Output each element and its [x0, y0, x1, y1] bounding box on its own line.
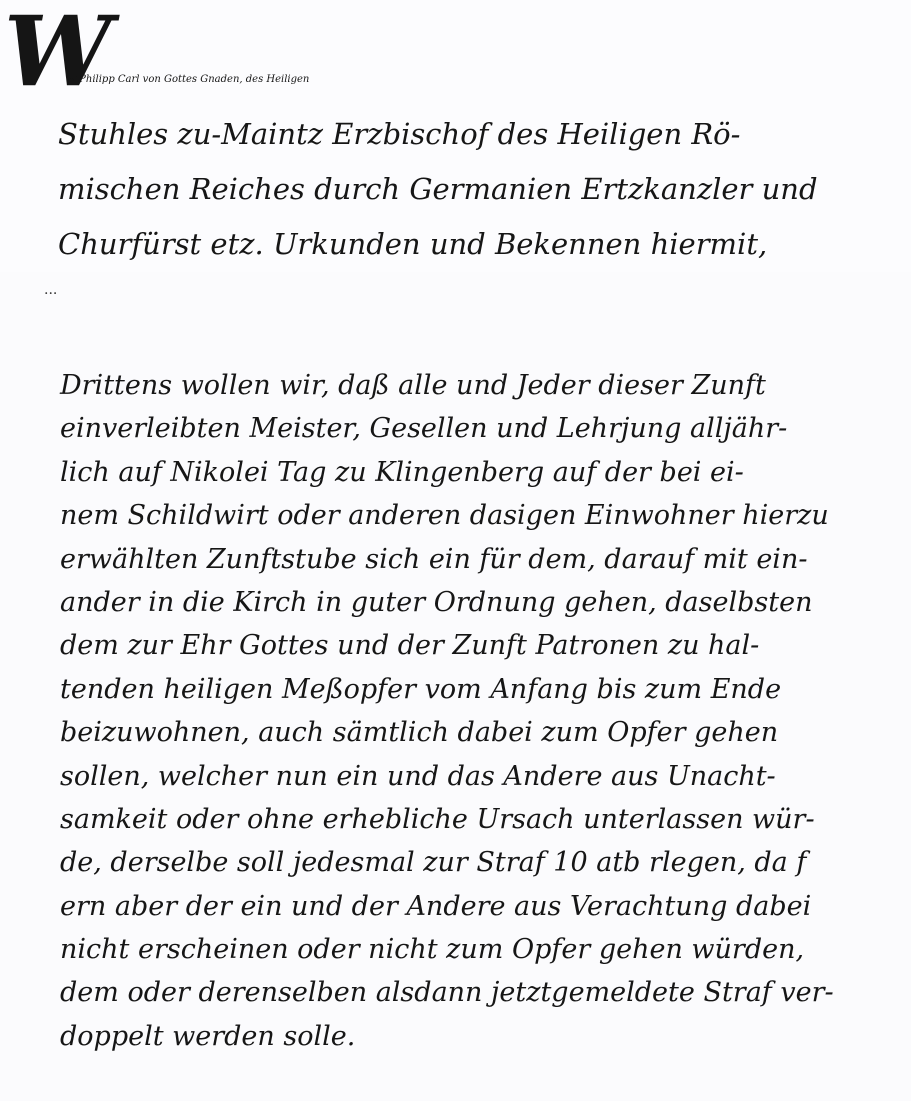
body-line: einverleibten Meister, Gesellen und Lehrjung alljähr- [60, 413, 788, 445]
body-line: doppelt werden solle. [60, 1020, 356, 1052]
body-line: tenden heiligen Meßopfer vom Anfang bis zum Ende [60, 673, 782, 705]
body-line: erwählten Zunftstube sich ein für dem, darauf mit ein- [60, 543, 808, 575]
opening-paragraph-block [0, 0, 911, 272]
body-line: ander in die Kirch in guter Ordnung gehen, daselbsten [60, 586, 813, 618]
body-line: de, derselbe soll jedesmal zur Straf 10 atb rlegen, da f [60, 847, 807, 879]
body-line: nem Schildwirt oder anderen dasigen Einwohner hierzu [60, 500, 829, 532]
body-paragraph [60, 364, 890, 1058]
body-line: lich auf Nikolei Tag zu Klingenberg auf der bei ei- [60, 456, 744, 488]
body-line: samkeit oder ohne erhebliche Ursach unterlassen wür- [60, 803, 815, 835]
body-line: ern aber der ein und der Andere aus Verachtung dabei [60, 890, 812, 922]
opening-paragraph [58, 52, 903, 272]
body-line: dem oder derenselben alsdann jetztgemeldete Straf ver- [60, 977, 834, 1009]
body-line: nicht erscheinen oder nicht zum Opfer gehen würden, [60, 934, 805, 966]
opening-line: Churfürst etz. Urkunden und Bekennen hiermit, [58, 227, 768, 261]
drop-cap-letter: W [4, 0, 112, 108]
opening-line: Stuhles zu-Maintz Erzbischof des Heiligen Rö- [58, 117, 741, 151]
body-line: sollen, welcher nun ein und das Andere aus Unacht- [60, 760, 776, 792]
body-line: beizuwohnen, auch sämtlich dabei zum Opfer gehen [60, 717, 779, 749]
body-line: dem zur Ehr Gottes und der Zunft Patronen zu hal- [60, 630, 760, 662]
body-line: Drittens wollen wir, daß alle und Jeder dieser Zunft [60, 370, 766, 401]
omission-ellipsis: ... [44, 282, 58, 298]
opening-line: mischen Reiches durch Germanien Ertzkanzler und [58, 172, 818, 206]
opening-line: ir Philipp Carl von Gottes Gnaden, des Heiligen [68, 74, 310, 85]
